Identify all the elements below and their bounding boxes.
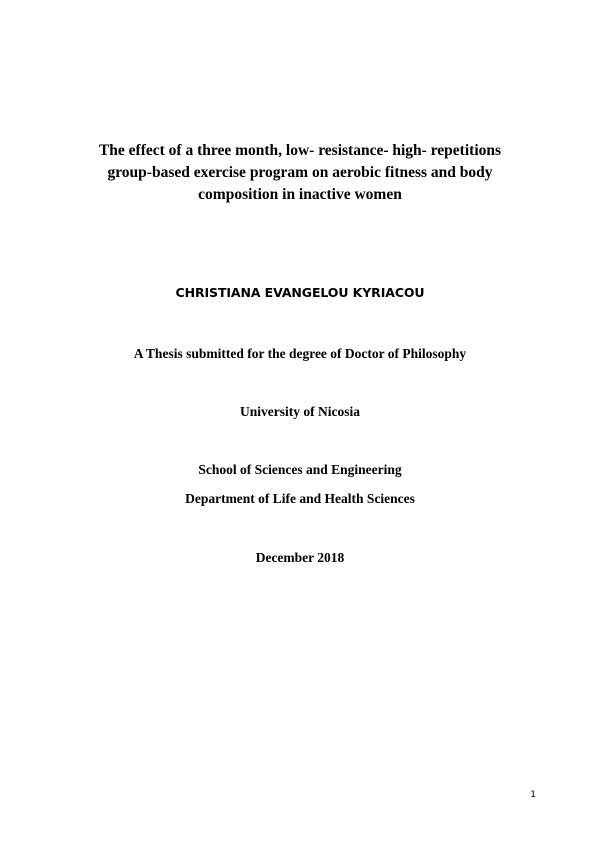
school-name: School of Sciences and Engineering [198, 462, 402, 477]
thesis-title-line-1: The effect of a three month, low- resistance- high- repetitions [98, 142, 502, 159]
submission-date: December 2018 [255, 550, 345, 565]
page-number: 1 [530, 790, 536, 800]
thesis-title-line-3: composition in inactive women [198, 186, 402, 203]
university-name: University of Nicosia [240, 404, 360, 419]
degree-statement: A Thesis submitted for the degree of Doctor of Philosophy [133, 346, 467, 361]
thesis-title [50, 140, 550, 206]
author-name: CHRISTIANA EVANGELOU KYRIACOU [175, 285, 425, 300]
department-name: Department of Life and Health Sciences [185, 491, 415, 506]
thesis-title-line-2: group-based exercise program on aerobic fitness and body [107, 164, 493, 181]
